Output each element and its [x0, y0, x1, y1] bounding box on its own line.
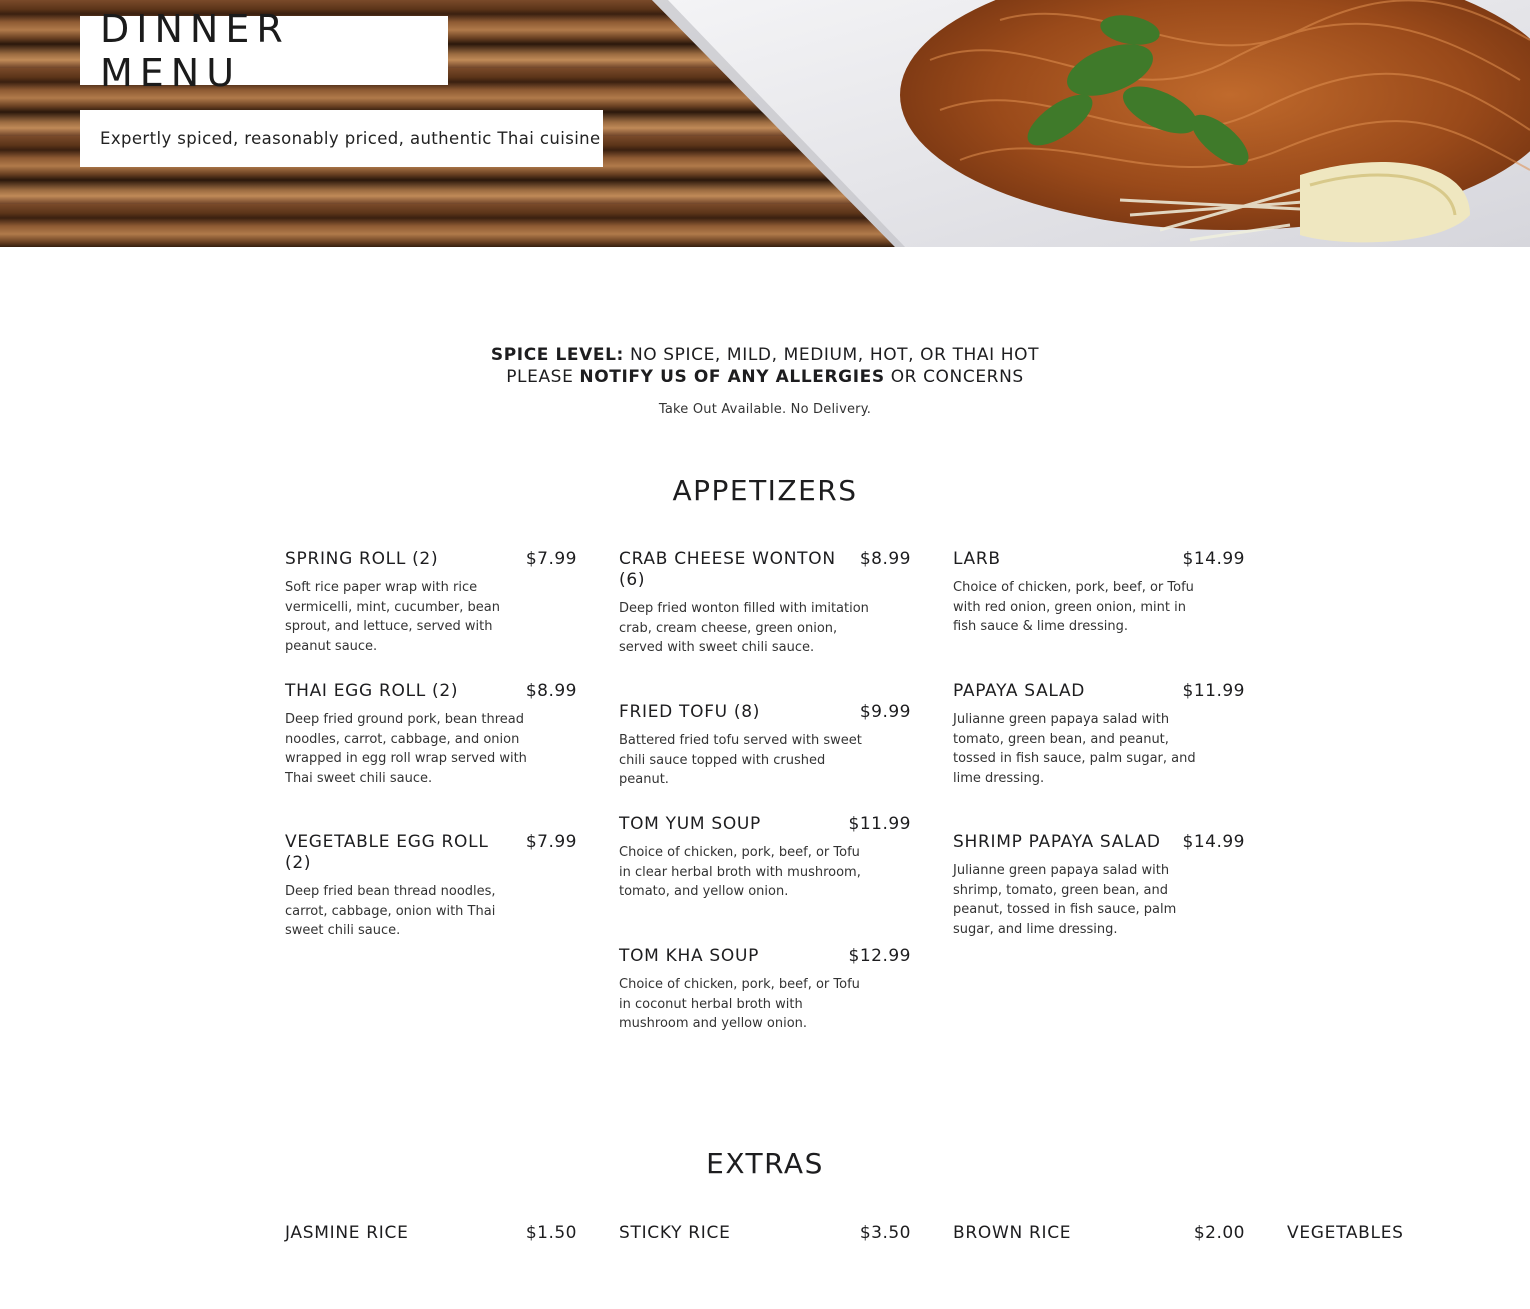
menu-item — [285, 832, 577, 941]
extra-item — [285, 1223, 577, 1244]
tagline: Expertly spiced, reasonably priced, authentic Thai cuisine — [100, 129, 601, 148]
item-price: $14.99 — [1182, 832, 1245, 852]
menu-item — [953, 549, 1245, 637]
item-name: PAPAYA SALAD — [953, 681, 1086, 701]
extra-item — [1287, 1223, 1517, 1244]
extra-item — [953, 1223, 1245, 1244]
item-price: $2.00 — [1193, 1223, 1245, 1243]
item-price: $7.99 — [525, 832, 577, 852]
spice-level-line — [0, 344, 1530, 366]
menu-item — [285, 681, 577, 789]
item-name: TOM KHA SOUP — [619, 946, 760, 966]
appetizers-title: APPETIZERS — [672, 474, 858, 507]
item-name: FRIED TOFU (8) — [619, 702, 761, 722]
page-title: DINNER MENU — [100, 6, 290, 95]
menu-item — [619, 549, 911, 658]
hero-banner — [0, 0, 1530, 247]
item-name: SHRIMP PAPAYA SALAD — [953, 832, 1161, 852]
takeout-note: Take Out Available. No Delivery. — [658, 402, 872, 417]
item-name: JASMINE RICE — [285, 1223, 409, 1243]
extra-item — [619, 1223, 911, 1244]
allergy-pre: PLEASE — [506, 367, 580, 387]
item-description: Julianne green papaya salad with shrimp, tomato, green bean, and peanut, tossed in fish sauce, palm sugar, and lime dressing. — [953, 863, 1177, 938]
item-name: TOM YUM SOUP — [619, 814, 762, 834]
spice-notice — [0, 344, 1530, 417]
allergy-post: OR CONCERNS — [884, 367, 1024, 387]
menu-item — [619, 946, 911, 1034]
item-description: Soft rice paper wrap with rice vermicelli, mint, cucumber, bean sprout, and lettuce, served with peanut sauce. — [285, 580, 500, 655]
menu-item — [953, 681, 1245, 789]
allergy-line — [0, 366, 1530, 388]
item-name: THAI EGG ROLL (2) — [285, 681, 459, 701]
item-name: BROWN RICE — [953, 1223, 1072, 1243]
item-name: CRAB CHEESE WONTON (6) — [619, 549, 836, 590]
item-price: $9.99 — [859, 702, 911, 722]
spice-level-options: NO SPICE, MILD, MEDIUM, HOT, OR THAI HOT — [623, 345, 1040, 365]
item-name: VEGETABLES — [1287, 1223, 1404, 1243]
item-name: SPRING ROLL (2) — [285, 549, 439, 569]
item-description: Choice of chicken, pork, beef, or Tofu in coconut herbal broth with mushroom and yellow onion. — [619, 977, 860, 1032]
item-description: Choice of chicken, pork, beef, or Tofu in clear herbal broth with mushroom, tomato, and yellow onion. — [619, 845, 861, 900]
item-name: VEGETABLE EGG ROLL (2) — [285, 832, 489, 873]
spice-level-label: SPICE LEVEL: — [490, 345, 624, 365]
page-title-box — [80, 6, 448, 95]
extras-title: EXTRAS — [706, 1147, 824, 1180]
item-description: Battered fried tofu served with sweet chili sauce topped with crushed peanut. — [619, 733, 862, 788]
menu-item — [619, 814, 911, 902]
item-description: Julianne green papaya salad with tomato, green bean, and peanut, tossed in fish sauce, palm sugar, and lime dressing. — [953, 712, 1196, 787]
item-description: Choice of chicken, pork, beef, or Tofu with red onion, green onion, mint in fish sauce & lime dressing. — [953, 580, 1194, 635]
menu-item — [953, 832, 1245, 940]
item-price: $8.99 — [525, 681, 577, 701]
item-name: STICKY RICE — [619, 1223, 731, 1243]
item-price: $11.99 — [848, 814, 911, 834]
item-description: Deep fried wonton filled with imitation crab, cream cheese, green onion, served with sweet chili sauce. — [619, 601, 869, 656]
item-description: Deep fried bean thread noodles, carrot, cabbage, onion with Thai sweet chili sauce. — [285, 884, 496, 939]
item-price: $3.50 — [859, 1223, 911, 1243]
menu-item — [285, 549, 577, 657]
item-price: $1.50 — [525, 1223, 577, 1243]
item-price: $7.99 — [525, 549, 577, 569]
item-name: LARB — [953, 549, 1001, 569]
item-price: $12.99 — [848, 946, 911, 966]
item-price: $14.99 — [1182, 549, 1245, 569]
item-description: Deep fried ground pork, bean thread noodles, carrot, cabbage, and onion wrapped in egg roll wrap served with Thai sweet chili sauce. — [285, 712, 527, 787]
item-price: $8.99 — [859, 549, 911, 569]
allergy-bold: NOTIFY US OF ANY ALLERGIES — [579, 367, 885, 387]
item-price: $11.99 — [1182, 681, 1245, 701]
menu-item — [619, 702, 911, 790]
tagline-box — [80, 110, 603, 167]
